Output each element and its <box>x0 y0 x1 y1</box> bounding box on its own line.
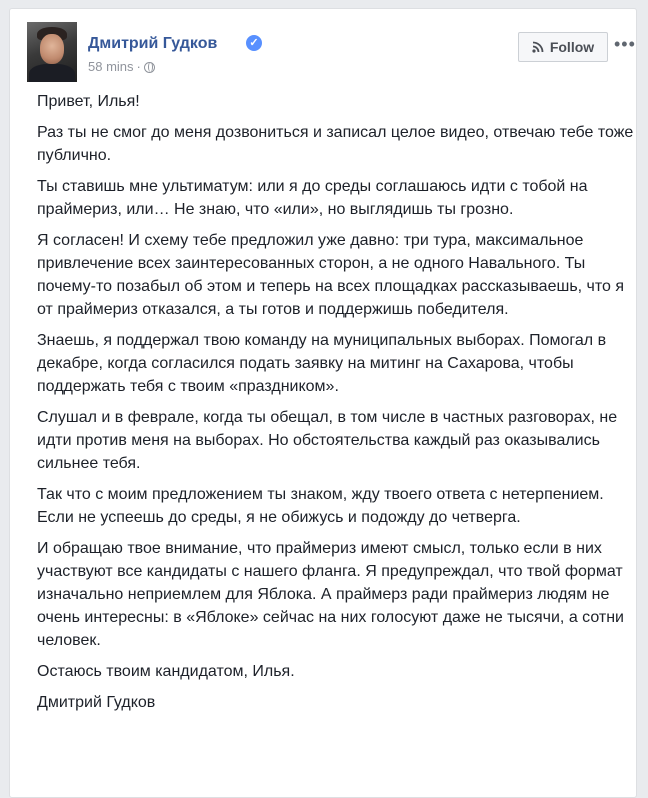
avatar-face <box>40 34 64 64</box>
post-card <box>9 8 637 798</box>
post-paragraph: Слушал и в феврале, когда ты обещал, в том числе в частных разговорах, не идти против меня на выборах. Но обстоятельства каждый раз оказывались сильнее тебя. <box>37 409 618 472</box>
post-paragraph: Знаешь, я поддержал твою команду на муниципальных выборах. Помогал в декабре, когда согласился подать заявку на митинг на Сахарова, чтобы поддержать тебя с твоим «праздником». <box>37 332 607 395</box>
post-paragraph: Я согласен! И схему тебе предложил уже давно: три тура, максимальное привлечение всех заинтересованных сторон, а не одного Навального. Ты почему-то позабыл об этом и теперь на всех площадках рассказываешь, что я от праймериз отказался, а ты готов и поддержишь победителя. <box>37 232 625 318</box>
post-paragraph: Так что с моим предложением ты знаком, жду твоего ответа с нетерпением. Если не успеешь до среды, я не обижусь и подожду до четверга. <box>37 486 604 526</box>
avatar-suit <box>29 64 75 82</box>
post-text <box>37 90 637 722</box>
author-name-link[interactable]: Дмитрий Гудков <box>88 35 218 52</box>
post-paragraph: Ты ставишь мне ультиматум: или я до среды соглашаюсь идти с тобой на праймериз, или… Не знаю, что «или», но выглядишь ты грозно. <box>37 178 588 218</box>
post-paragraph: Раз ты не смог до меня дозвониться и записал целое видео, отвечаю тебе тоже публично. <box>37 124 634 164</box>
post-meta <box>88 59 155 74</box>
meta-separator: · <box>136 59 141 74</box>
post-signature: Дмитрий Гудков <box>37 694 156 711</box>
follow-button-label: Follow <box>549 39 595 55</box>
post-paragraph: Привет, Илья! <box>37 93 140 110</box>
follow-button[interactable] <box>518 32 608 62</box>
ellipsis-icon[interactable]: ••• <box>614 34 636 54</box>
globe-icon[interactable] <box>144 62 155 73</box>
timestamp-link[interactable]: 58 mins <box>88 59 134 74</box>
author-avatar[interactable] <box>27 22 77 82</box>
post-paragraph: И обращаю твое внимание, что праймериз имеют смысл, только если в них участвуют все кандидаты с нашего фланга. Я предупреждал, что твой формат изначально неприемлем для Яблока. А праймерз ради праймериз людям не очень интересны: в «Яблоке» сейчас на них голосуют даже не тысячи, а сотни человек. <box>37 540 624 649</box>
rss-icon <box>532 41 544 53</box>
post-paragraph: Остаюсь твоим кандидатом, Илья. <box>37 663 295 680</box>
verified-badge-icon: ✓ <box>246 35 262 51</box>
